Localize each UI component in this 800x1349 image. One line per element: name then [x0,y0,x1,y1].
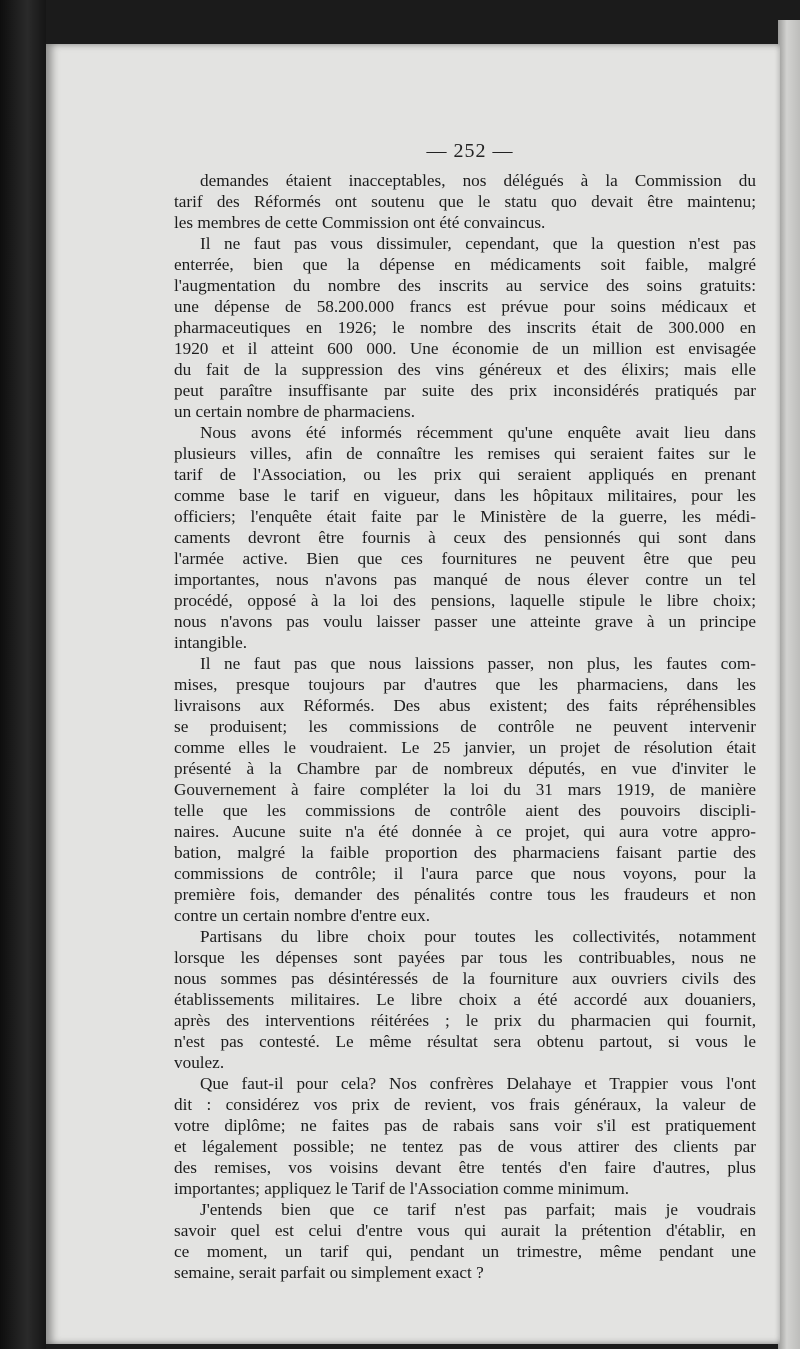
text-line: bation, malgré la faible proportion des pharmaciens faisant partie des [174,843,756,862]
text-line: Il ne faut pas que nous laissions passer, non plus, les fautes com- [200,654,756,673]
text-line: voulez. [174,1053,225,1072]
text-line: officiers; l'enquête était faite par le Ministère de la guerre, les médi- [174,507,756,526]
next-page-edge [778,20,800,1349]
text-line: 1920 et il atteint 600 000. Une économie de un million est envisagée [174,339,756,358]
text-line: caments devront être fournis à ceux des pensionnés qui sont dans [174,528,756,547]
text-line: telle que les commissions de contrôle aient des pouvoirs discipli- [174,801,756,820]
text-line: Gouvernement à faire compléter la loi du 31 mars 1919, de manière [174,780,756,799]
text-line: une dépense de 58.200.000 francs est prévue pour soins médicaux et [174,297,756,316]
text-line: un certain nombre de pharmaciens. [174,402,416,421]
text-line: commissions de contrôle; il l'aura parce que nous voyons, pour la [174,864,756,883]
text-line: Nous avons été informés récemment qu'une enquête avait lieu dans [200,423,756,442]
text-line: procédé, opposé à la loi des pensions, laquelle stipule le libre choix; [174,591,756,610]
text-line: dit : considérez vos prix de revient, vos frais généraux, la valeur de [174,1095,756,1114]
text-line: les membres de cette Commission ont été convaincus. [174,213,546,232]
text-line: peut paraître insuffisante par suite des prix inconsidérés pratiqués par [174,381,756,400]
text-line: Partisans du libre choix pour toutes les collectivités, notamment [200,927,756,946]
text-line: comme elles le voudraient. Le 25 janvier, un projet de résolution était [174,738,756,757]
text-line: demandes étaient inacceptables, nos délégués à la Commission du [200,171,756,190]
text-line: savoir quel est celui d'entre vous qui aurait la prétention d'établir, en [174,1221,756,1240]
text-line: tarif des Réformés ont soutenu que le statu quo devait être maintenu; [174,192,756,211]
text-line: tarif de l'Association, ou les prix qui seraient appliqués en prenant [174,465,756,484]
text-line: Il ne faut pas vous dissimuler, cependant, que la question n'est pas [200,234,756,253]
text-line: nous sommes pas désintéressés de la fourniture aux ouvriers civils des [174,969,756,988]
text-line: l'armée active. Bien que ces fournitures ne peuvent être que peu [174,549,756,568]
text-line: comme base le tarif en vigueur, dans les hôpitaux militaires, pour les [174,486,756,505]
text-line: et légalement possible; ne tentez pas de vous attirer des clients par [174,1137,756,1156]
text-line: mises, presque toujours par d'autres que les pharmaciens, dans les [174,675,756,694]
text-line: plusieurs villes, afin de connaître les remises qui seraient faites sur le [174,444,756,463]
text-line: naires. Aucune suite n'a été donnée à ce projet, qui aura votre appro- [174,822,756,841]
text-line: nous n'avons pas voulu laisser passer une atteinte grave à un principe [174,612,756,631]
text-line: se produisent; les commissions de contrôle ne peuvent intervenir [174,717,756,736]
text-line: l'augmentation du nombre des inscrits au service des soins gratuits: [174,276,756,295]
text-line: établissements militaires. Le libre choix a été accordé aux douaniers, [174,990,756,1009]
text-line: livraisons aux Réformés. Des abus existent; des faits répréhensibles [174,696,756,715]
text-line: ce moment, un tarif qui, pendant un trimestre, même pendant une [174,1242,756,1261]
text-line: votre diplôme; ne faites pas de rabais sans voir s'il est pratiquement [174,1116,756,1135]
text-line: pharmaceutiques en 1926; le nombre des inscrits était de 300.000 en [174,318,756,337]
text-line: contre un certain nombre d'entre eux. [174,906,431,925]
text-line: intangible. [174,633,248,652]
text-line: lorsque les dépenses sont payées par tous les contribuables, nous ne [174,948,756,967]
text-line: n'est pas contesté. Le même résultat sera obtenu partout, si vous le [174,1032,756,1051]
text-line: du fait de la suppression des vins généreux et des élixirs; mais elle [174,360,756,379]
text-line: présenté à la Chambre par de nombreux députés, en vue d'inviter le [174,759,756,778]
text-line: importantes, nous n'avons pas manqué de nous élever contre un tel [174,570,756,589]
text-line: Que faut-il pour cela? Nos confrères Delahaye et Trappier vous l'ont [200,1074,756,1093]
book-binding-edge [0,0,46,1349]
text-line: enterrée, bien que la dépense en médicaments soit faible, malgré [174,255,756,274]
body-text [174,170,756,1283]
text-line: J'entends bien que ce tarif n'est pas parfait; mais je voudrais [200,1200,756,1219]
page-number: — 252 — [426,140,514,162]
text-line: importantes; appliquez le Tarif de l'Association comme minimum. [174,1179,630,1198]
text-line: première fois, demander des pénalités contre tous les fraudeurs et non [174,885,756,904]
text-line: après des interventions réitérées ; le prix du pharmacien qui fournit, [174,1011,756,1030]
text-line: des remises, vos voisins devant être tentés d'en faire d'autres, plus [174,1158,756,1177]
text-line: semaine, serait parfait ou simplement exact ? [174,1263,484,1282]
